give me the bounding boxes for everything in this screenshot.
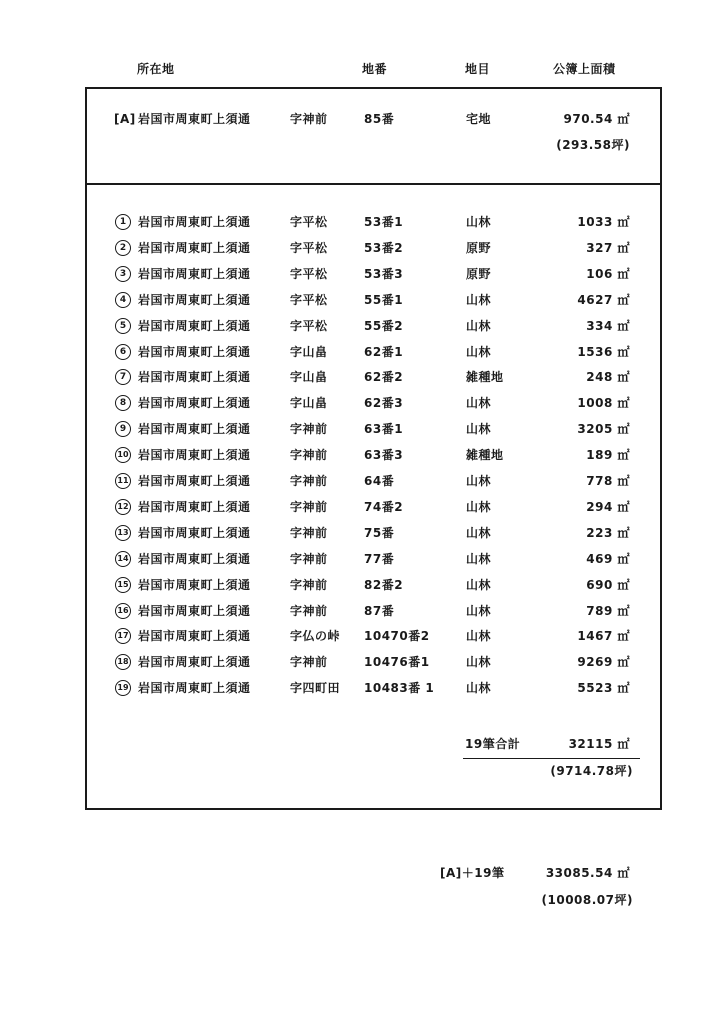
parcel-category: 山林: [466, 604, 492, 618]
parcel-area: 223 ㎡: [586, 526, 630, 540]
parcel-number-badge: 15: [115, 577, 131, 593]
parcel-aza: 字神前: [290, 422, 328, 436]
parcel-a-area: 970.54 ㎡: [563, 112, 630, 126]
parcel-area: 789 ㎡: [586, 604, 630, 618]
parcel-number-badge: 4: [115, 292, 131, 308]
parcel-number-badge: 10: [115, 447, 131, 463]
parcel-category: 山林: [466, 422, 492, 436]
parcel-city: 岩国市周東町上須通: [138, 293, 251, 307]
parcel-category: 雑種地: [466, 448, 504, 462]
parcel-lot: 82番2: [364, 578, 404, 592]
parcel-city: 岩国市周東町上須通: [138, 474, 251, 488]
parcel-area: 469 ㎡: [586, 552, 630, 566]
parcel-area: 327 ㎡: [586, 241, 630, 255]
parcel-category: 山林: [466, 578, 492, 592]
parcel-category: 山林: [466, 474, 492, 488]
parcel-lot: 10483番 1: [364, 681, 435, 695]
parcel-lot: 87番: [364, 604, 395, 618]
parcel-category: 山林: [466, 319, 492, 333]
parcel-lot: 75番: [364, 526, 395, 540]
parcel-aza: 字平松: [290, 267, 328, 281]
parcel-lot: 63番3: [364, 448, 404, 462]
parcel-area: 294 ㎡: [586, 500, 630, 514]
parcel-lot: 62番2: [364, 370, 404, 384]
parcel-aza: 字神前: [290, 500, 328, 514]
parcel-number-badge: 7: [115, 369, 131, 385]
parcel-aza: 字平松: [290, 319, 328, 333]
parcel-a-category: 宅地: [466, 112, 492, 126]
parcel-number-badge: 12: [115, 499, 131, 515]
parcel-number-badge: 5: [115, 318, 131, 334]
parcel-a-tag: [A]: [114, 112, 136, 126]
parcel-area: 1008 ㎡: [577, 396, 630, 410]
parcel-lot: 64番: [364, 474, 395, 488]
parcel-aza: 字山畠: [290, 345, 328, 359]
parcel-aza: 字神前: [290, 448, 328, 462]
header-land-category: 地目: [465, 62, 491, 76]
parcel-area: 189 ㎡: [586, 448, 630, 462]
parcel-category: 山林: [466, 345, 492, 359]
parcel-city: 岩国市周東町上須通: [138, 241, 251, 255]
parcel-category: 雑種地: [466, 370, 504, 384]
parcel-a-area-tsubo: (293.58坪): [556, 138, 630, 152]
parcel-aza: 字神前: [290, 474, 328, 488]
parcel-number-badge: 9: [115, 421, 131, 437]
header-location: 所在地: [137, 62, 175, 76]
parcel-lot: 53番2: [364, 241, 404, 255]
subtotal-area: 32115 ㎡: [568, 737, 630, 751]
parcel-city: 岩国市周東町上須通: [138, 681, 251, 695]
parcel-city: 岩国市周東町上須通: [138, 526, 251, 540]
grand-total-area: 33085.54 ㎡: [545, 866, 630, 880]
parcel-number-badge: 3: [115, 266, 131, 282]
parcel-number-badge: 13: [115, 525, 131, 541]
parcel-aza: 字神前: [290, 552, 328, 566]
parcel-aza: 字平松: [290, 215, 328, 229]
parcel-number-badge: 14: [115, 551, 131, 567]
parcel-a-city: 岩国市周東町上須通: [138, 112, 251, 126]
parcel-area: 1033 ㎡: [577, 215, 630, 229]
subtotal-area-tsubo: (9714.78坪): [550, 764, 633, 778]
parcel-aza: 字山畠: [290, 396, 328, 410]
parcel-number-badge: 8: [115, 395, 131, 411]
parcel-area: 4627 ㎡: [577, 293, 630, 307]
parcel-category: 山林: [466, 655, 492, 669]
parcel-category: 山林: [466, 526, 492, 540]
parcel-area: 9269 ㎡: [577, 655, 630, 669]
parcel-area: 5523 ㎡: [577, 681, 630, 695]
parcel-lot: 10470番2: [364, 629, 430, 643]
parcel-city: 岩国市周東町上須通: [138, 319, 251, 333]
parcel-city: 岩国市周東町上須通: [138, 500, 251, 514]
parcel-aza: 字平松: [290, 241, 328, 255]
parcel-lot: 63番1: [364, 422, 404, 436]
parcel-city: 岩国市周東町上須通: [138, 215, 251, 229]
parcel-category: 山林: [466, 681, 492, 695]
grand-total-area-tsubo: (10008.07坪): [541, 893, 633, 907]
parcel-area: 248 ㎡: [586, 370, 630, 384]
parcel-lot: 62番1: [364, 345, 404, 359]
parcel-aza: 字仏の峠: [290, 629, 341, 643]
parcel-city: 岩国市周東町上須通: [138, 629, 251, 643]
parcel-city: 岩国市周東町上須通: [138, 370, 251, 384]
parcel-lot: 10476番1: [364, 655, 430, 669]
parcel-city: 岩国市周東町上須通: [138, 422, 251, 436]
parcel-lot: 74番2: [364, 500, 404, 514]
parcel-category: 山林: [466, 396, 492, 410]
parcel-area: 778 ㎡: [586, 474, 630, 488]
parcel-number-badge: 11: [115, 473, 131, 489]
parcel-area: 1536 ㎡: [577, 345, 630, 359]
parcel-city: 岩国市周東町上須通: [138, 552, 251, 566]
parcel-aza: 字四町田: [290, 681, 341, 695]
grand-total-label: [A]＋19筆: [440, 866, 505, 880]
parcel-lot: 62番3: [364, 396, 404, 410]
parcel-category: 原野: [466, 267, 492, 281]
parcel-category: 山林: [466, 500, 492, 514]
parcel-number-badge: 6: [115, 344, 131, 360]
parcel-lot: 55番2: [364, 319, 404, 333]
parcel-aza: 字山畠: [290, 370, 328, 384]
parcel-category: 山林: [466, 293, 492, 307]
parcel-aza: 字神前: [290, 578, 328, 592]
parcel-category: 山林: [466, 629, 492, 643]
parcel-a-box: [85, 87, 662, 185]
parcel-area: 1467 ㎡: [577, 629, 630, 643]
parcel-category: 山林: [466, 215, 492, 229]
parcel-lot: 55番1: [364, 293, 404, 307]
parcel-number-badge: 16: [115, 603, 131, 619]
parcel-number-badge: 1: [115, 214, 131, 230]
parcel-aza: 字平松: [290, 293, 328, 307]
parcel-city: 岩国市周東町上須通: [138, 345, 251, 359]
parcel-a-aza: 字神前: [290, 112, 328, 126]
parcel-category: 山林: [466, 552, 492, 566]
parcel-lot: 77番: [364, 552, 395, 566]
parcel-city: 岩国市周東町上須通: [138, 655, 251, 669]
subtotal-rule: [463, 758, 640, 759]
parcel-number-badge: 2: [115, 240, 131, 256]
parcel-area: 106 ㎡: [586, 267, 630, 281]
parcel-city: 岩国市周東町上須通: [138, 448, 251, 462]
subtotal-label: 19筆合計: [465, 737, 521, 751]
parcel-area: 334 ㎡: [586, 319, 630, 333]
parcel-area: 3205 ㎡: [577, 422, 630, 436]
parcel-lot: 53番1: [364, 215, 404, 229]
parcel-city: 岩国市周東町上須通: [138, 604, 251, 618]
parcel-city: 岩国市周東町上須通: [138, 396, 251, 410]
parcel-aza: 字神前: [290, 655, 328, 669]
parcel-aza: 字神前: [290, 526, 328, 540]
parcel-city: 岩国市周東町上須通: [138, 267, 251, 281]
parcel-city: 岩国市周東町上須通: [138, 578, 251, 592]
parcel-category: 原野: [466, 241, 492, 255]
parcel-lot: 53番3: [364, 267, 404, 281]
header-area: 公簿上面積: [553, 62, 616, 76]
parcel-area: 690 ㎡: [586, 578, 630, 592]
parcel-number-badge: 18: [115, 654, 131, 670]
header-lot-number: 地番: [362, 62, 388, 76]
parcel-a-lot: 85番: [364, 112, 395, 126]
parcel-aza: 字神前: [290, 604, 328, 618]
parcel-number-badge: 17: [115, 628, 131, 644]
parcel-number-badge: 19: [115, 680, 131, 696]
